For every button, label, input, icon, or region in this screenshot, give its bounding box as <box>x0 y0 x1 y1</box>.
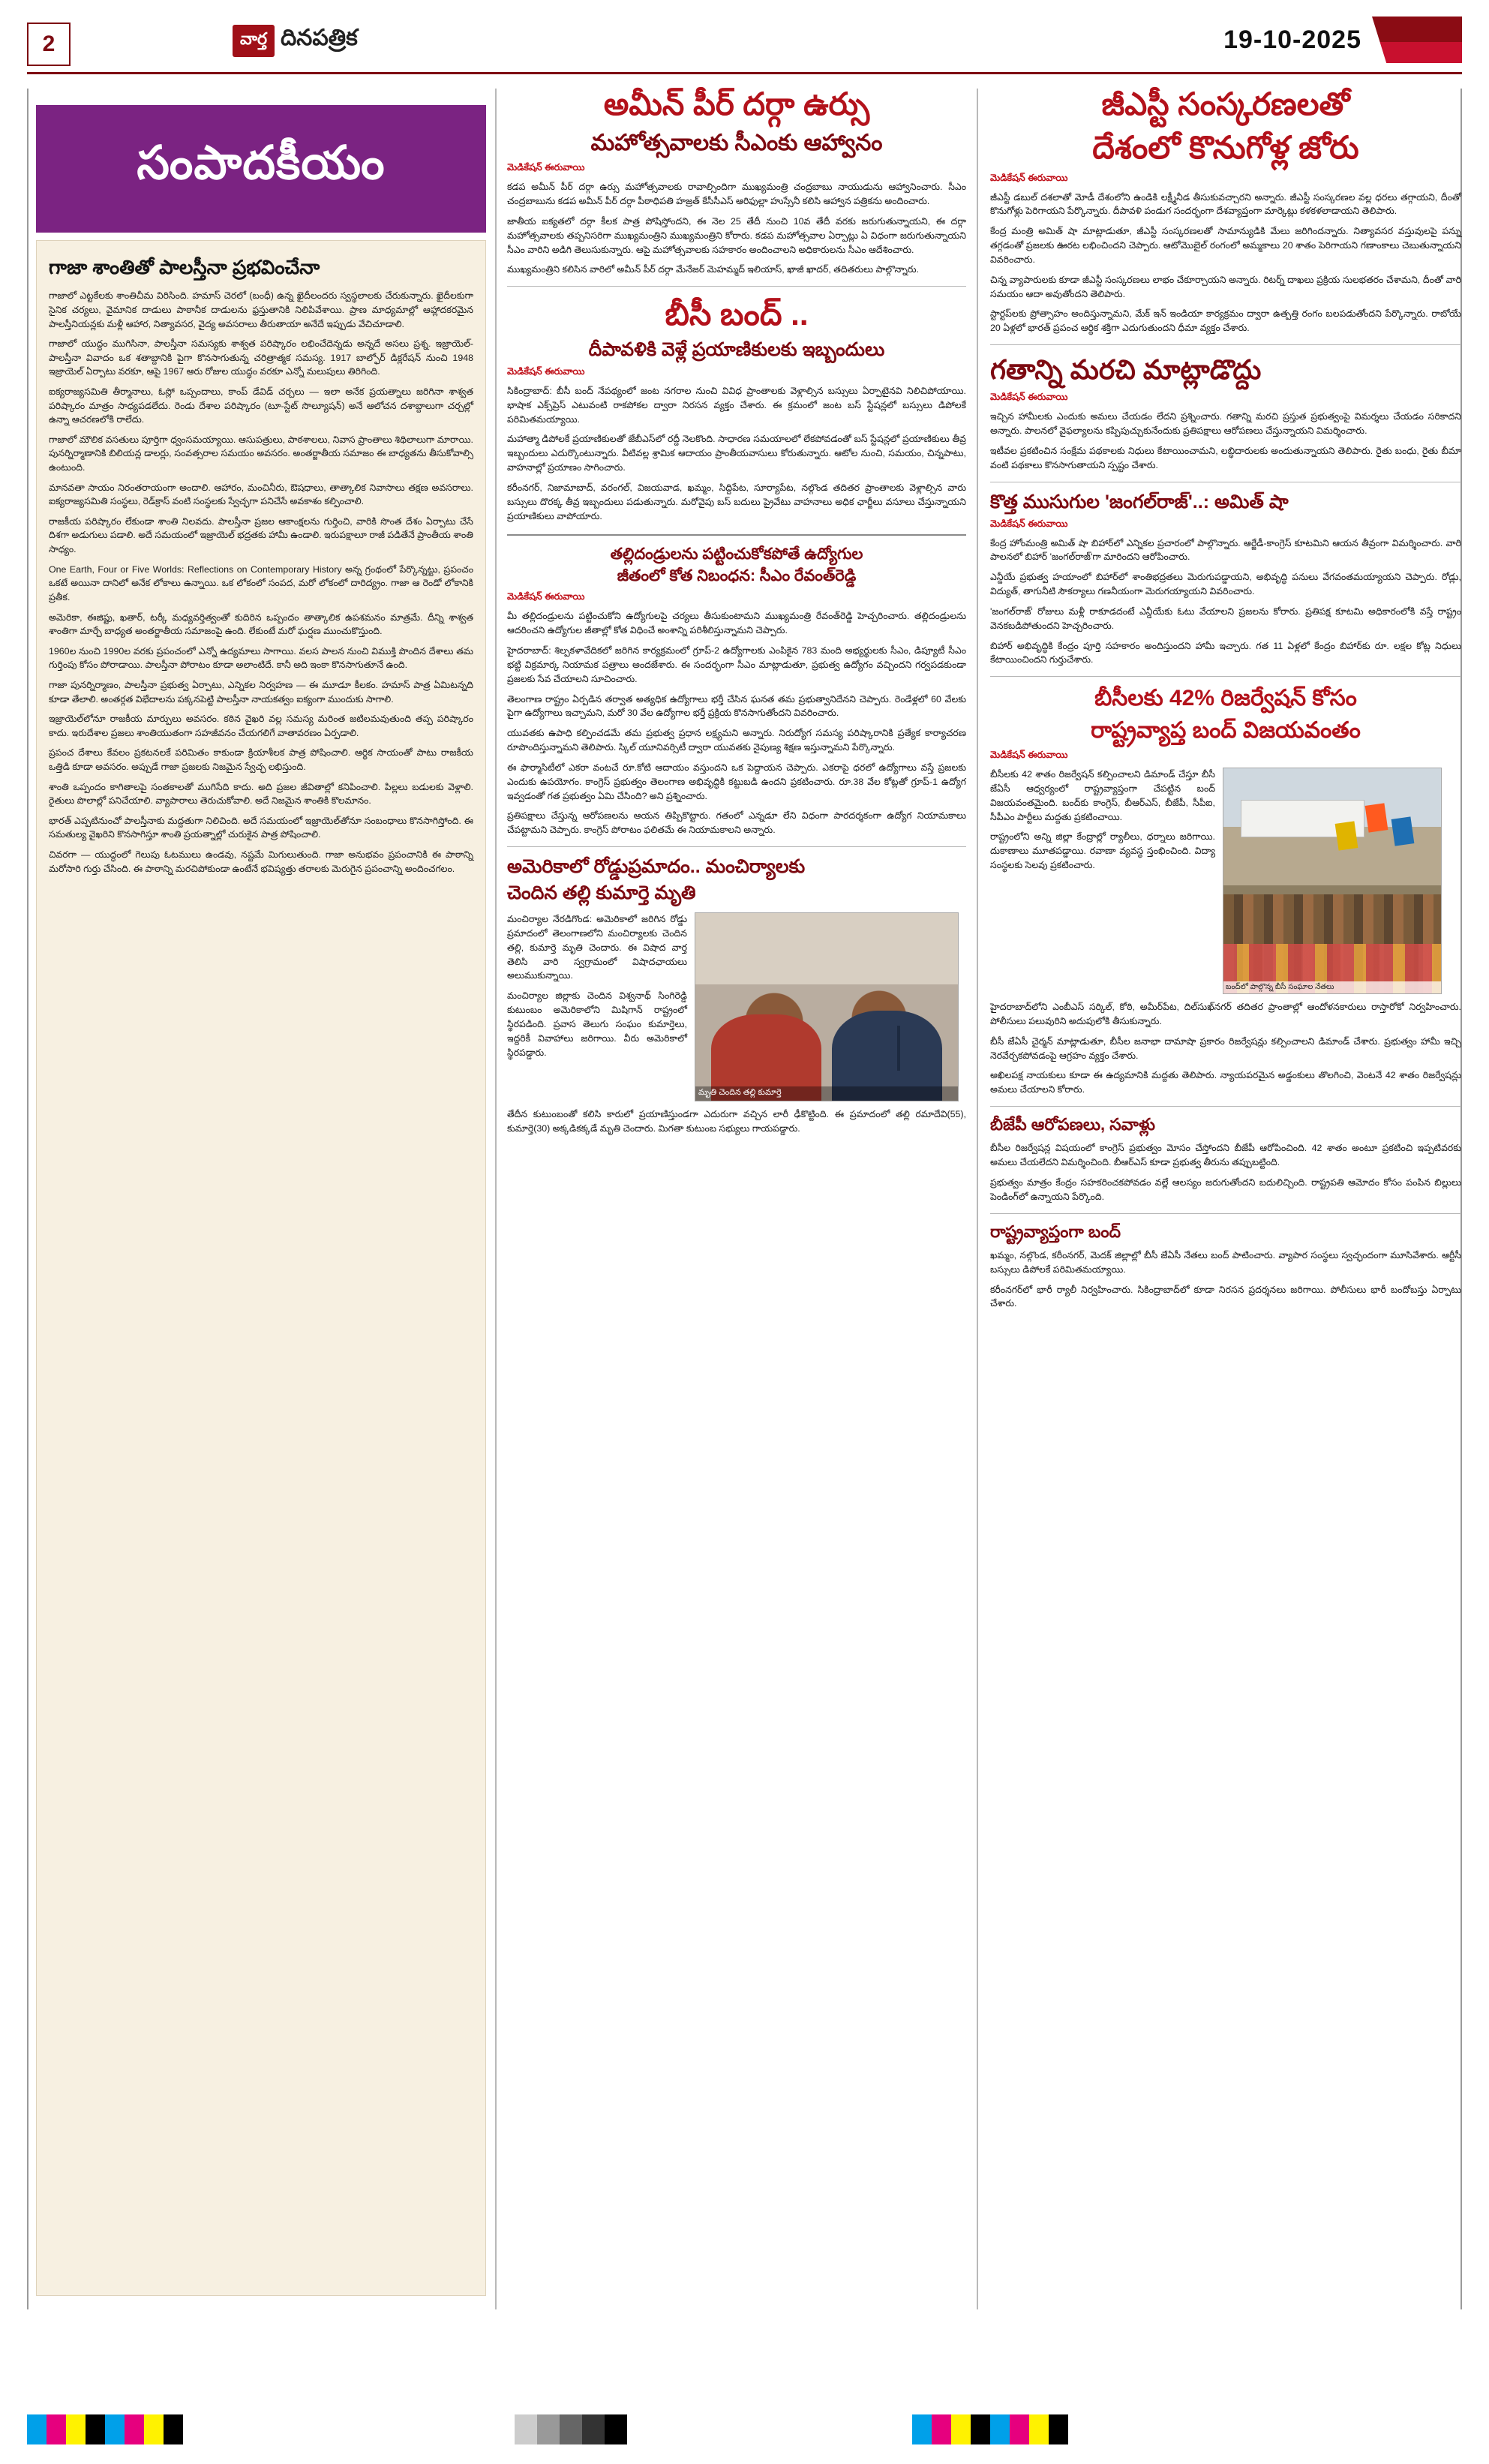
registration-swatch <box>582 2414 605 2444</box>
editorial-paragraph: ఐక్యరాజ్యసమితి తీర్మానాలు, ఓస్లో ఒప్పందాలు, కాంప్ డేవిడ్ చర్చలు — ఇలా అనేక ప్రయత్నాలు జరిగినా శాశ్వత పరిష్కారం మాత్రం సాధ్యపడలేదు. రెండు దేశాల పరిష్కారం (టూ-స్టేట్ సొల్యూషన్) అనే ఆలోచన దశాబ్దాలుగా చర్చల్లో ఉన్నా ఆచరణలోకి రాలేదు. <box>49 386 473 425</box>
paragraph: హైదరాబాద్: శిల్పకళావేదికలో జరిగిన కార్యక్రమంలో గ్రూప్-2 ఉద్యోగాలకు ఎంపికైన 783 మంది అభ్యర్థులకు సీఎం, డిప్యూటీ సీఎం భట్టి విక్రమార్క నియామక పత్రాలు అందజేశారు. ఈ సందర్భంగా సీఎం మాట్లాడుతూ, ప్రభుత్వ ఉద్యోగం వచ్చిందని గర్వపడకుండా ప్రజలకు సేవ చేయాలని సూచించారు. <box>507 645 966 684</box>
registration-swatch <box>105 2414 125 2444</box>
paragraph: కరీంనగర్, నిజామాబాద్, వరంగల్, విజయవాడ, ఖమ్మం, సిద్దిపేట, సూర్యాపేట, నల్గొండ తదితర ప్రాంతాలకు వెళ్లాల్సిన వారు బస్సులు దొరక్క తీవ్ర ఇబ్బందులు పడుతున్నారు. మరోవైపు బస్ బదులు ప్రైవేటు వాహనాలు అధిక ఛార్జీలు వసూలు చేస్తున్నాయని ప్రయాణికులు వాపోయారు. <box>507 482 966 521</box>
editorial-body <box>49 289 473 876</box>
article-body <box>990 410 1461 472</box>
editorial-paragraph: ప్రపంచ దేశాలు కేవలం ప్రకటనలకే పరిమితం కాకుండా క్రియాశీలక పాత్ర పోషించాలి. ఆర్థిక సాయంతో పాటు రాజకీయ ఒత్తిడి కూడా అవసరం. అప్పుడే గాజా ప్రజలకు నిజమైన స్వేచ్ఛ లభిస్తుంది. <box>49 747 473 772</box>
headline-line-1: బీసీలకు 42% రిజర్వేషన్ కోసం <box>1094 686 1357 711</box>
column-3 <box>990 84 1461 1317</box>
registration-swatch <box>125 2414 144 2444</box>
article-body <box>990 1141 1461 1203</box>
paragraph: యువతకు ఉపాధి కల్పించడమే తమ ప్రభుత్వ ప్రధాన లక్ష్యమని అన్నారు. నిరుద్యోగ సమస్య పరిష్కారానికి ప్రత్యేక కార్యాచరణ రూపొందిస్తున్నామని తెలిపారు. స్కిల్ యూనివర్సిటీ ద్వారా యువతకు నైపుణ్య శిక్షణ ఇస్తున్నామని పేర్కొన్నారు. <box>507 728 966 753</box>
paragraph: బిహార్ అభివృద్ధికి కేంద్రం పూర్తి సహకారం అందిస్తుందని హామీ ఇచ్చారు. గత 11 ఏళ్లలో కేంద్రం బిహార్‌కు రూ. లక్షల కోట్ల నిధులు కేటాయించిందని గుర్తుచేశారు. <box>990 640 1461 666</box>
editorial-paragraph: చివరగా — యుద్ధంలో గెలుపు ఓటములు ఉండవు, నష్టమే మిగులుతుంది. గాజా అనుభవం ప్రపంచానికి ఈ పాఠాన్ని మరోసారి గుర్తు చేసింది. ఈ పాఠాన్ని మరచిపోకుండా ఉంటేనే భవిష్యత్తు తరాలకు మెరుగైన ప్రపంచాన్ని అందించగలం. <box>49 849 473 874</box>
editorial-paragraph: గాజాలో యుద్ధం ముగిసినా, పాలస్తీనా సమస్యకు శాశ్వత పరిష్కారం లభించేదెన్నడు అన్నదే అసలు ప్రశ్న. ఇజ్రాయెల్-పాలస్తీనా వివాదం ఒక శతాబ్దానికి పైగా కొనసాగుతున్న చరిత్రాత్మక సమస్య. 1917 బాల్ఫోర్ డిక్లరేషన్ నుంచి 1948 ఇజ్రాయెల్ ఏర్పాటు వరకూ, ఆపై 1967 ఆరు రోజుల యుద్ధం వరకూ ఎన్నో మలుపులు తిరిగింది. <box>49 338 473 377</box>
divider <box>990 1213 1461 1214</box>
registration-grayscale <box>492 2414 627 2444</box>
paragraph: మంచిర్యాల జిల్లాకు చెందిన విశ్వనాథ్ సింగిరెడ్డి కుటుంబం అమెరికాలోని మిషిగాన్ రాష్ట్రంలో స్థిరపడింది. ప్రవాస తెలుగు సంఘం కుమార్తెలు, ఇద్దరికీ వివాహాలు జరిగాయి. వీరు అమెరికాలో స్థిరపడ్డారు. <box>507 990 687 1058</box>
headline: రాష్ట్రవ్యాప్తంగా బంద్ <box>990 1221 1121 1241</box>
paragraph: మహాత్మా డిపోలకే ప్రయాణికులతో జేబీఎస్‌లో రద్దీ నెలకొంది. సాధారణ సమయాలలో లేకపోవడంతో బస్ స్టేషన్లలో ప్రయాణికులు తీవ్ర ఇబ్బందులు ఎదుర్కొంటున్నారు. వీటివల్ల శ్రామిక ఆదాయం ప్రాంతీయవాసులు కోరుతున్నారు. ఆటోల నుంచి, సమయం, చిన్నపాటు, వాహనాల్లో ప్రయాణం సాగించారు. <box>507 434 966 473</box>
paragraph: చిన్న వ్యాపారులకు కూడా జీఎస్టీ సంస్కరణలు లాభం చేకూర్చాయని అన్నారు. రిటర్న్ దాఖలు ప్రక్రియ సులభతరం చేశామని, దీంతో వారి సమయం ఆదా అవుతోందని తెలిపారు. <box>990 274 1461 299</box>
registration-swatch <box>971 2414 990 2444</box>
editorial-paragraph: గాజాలో మౌలిక వసతులు పూర్తిగా ధ్వంసమయ్యాయి. ఆసుపత్రులు, పాఠశాలలు, నివాస ప్రాంతాలు శిథిలాలుగా మారాయి. పునర్నిర్మాణానికి బిలియన్ల డాలర్లు, సంవత్సరాల సమయం అవసరం. అంతర్జాతీయ సమాజం ఈ బాధ్యతను తీసుకోవాల్సి ఉంటుంది. <box>49 434 473 473</box>
editorial-paragraph: శాంతి ఒప్పందం కాగితాలపై సంతకాలతో ముగిసేది కాదు. అది ప్రజల జీవితాల్లో కనిపించాలి. పిల్లలు బడులకు వెళ్లాలి. రైతులు పొలాల్లో పనిచేయాలి. వ్యాపారాలు తెరుచుకోవాలి. అదే నిజమైన శాంతికి కొలమానం. <box>49 781 473 807</box>
article-body <box>990 536 1461 668</box>
issue-date: 19-10-2025 <box>1223 26 1361 54</box>
article-us-road-accident <box>507 855 966 1136</box>
editorial-paragraph: గాజాలో ఎట్టకేలకు శాంతిచీమ విరిసింది. హమాస్ చెరలో (బంధీ) ఉన్న ఖైదీలందరు స్వస్థలాలకు చేరుకున్నారు. ఖైదీలకుగా సైనిక చర్యలు, వైమానిక దాడులు పాఠానీక దాడులను ఫ్రస్తుతానికి నిలిపివేశాయి. ప్రాణ మాధ్యమాల్లో ఆహ్లాదకరమైన పాలస్తీనియన్లకు మళ్లీ ఆహార, నిత్యావసర, వైద్య అవసరాలు తీరుతాయా అనేదే ఇప్పుడు వేచిచూడాలి. <box>49 290 473 329</box>
headline-line-1: తల్లిదండ్రులను పట్టించుకోకపోతే ఉద్యోగుల <box>610 545 863 563</box>
headline-line-2: రాష్ట్రవ్యాప్త బంద్ విజయవంతం <box>1091 717 1361 743</box>
byline: మెడికేషన్ ఈరువాయి <box>990 392 1068 403</box>
byline: మెడికేషన్ ఈరువాయి <box>507 591 585 602</box>
registration-set-right <box>912 2414 1068 2444</box>
column-2 <box>507 84 966 1142</box>
headline-line-2: జీతంలో కోత నిబంధన: సీఎం రేవంత్‌రెడ్డి <box>617 567 857 585</box>
divider <box>990 1106 1461 1107</box>
article-body <box>507 180 966 277</box>
header-rule <box>27 72 1462 74</box>
article-body <box>507 384 966 524</box>
editorial-paragraph: భారత్ ఎప్పటినుంచో పాలస్తీనాకు మద్దతుగా నిలిచింది. అదే సమయంలో ఇజ్రాయెల్‌తోనూ సంబంధాలు కొనసాగిస్తోంది. ఈ సమతుల్య వైఖరిని కొనసాగిస్తూ శాంతి ప్రయత్నాల్లో చురుకైన పాత్ర పోషించాలి. <box>49 815 473 840</box>
article-body-continued <box>990 1000 1461 1097</box>
headline-line-2: చెందిన తల్లి కుమార్తె మృతి <box>507 882 696 904</box>
paragraph: తేదీన కుటుంబంతో కలిసి కారులో ప్రయాణిస్తుండగా ఎదురుగా వచ్చిన లారీ ఢీకొట్టింది. ఈ ప్రమాదంలో తల్లి రమాదేవి(55), కుమార్తె(30) అక్కడికక్కడే మృతి చెందారు. మిగతా కుటుంబ సభ్యులు గాయపడ్డారు. <box>507 1109 966 1134</box>
masthead-logo <box>233 20 488 62</box>
registration-swatch <box>537 2414 560 2444</box>
masthead-word: దినపత్రిక <box>281 25 358 50</box>
editorial-headline: గాజా శాంతితో పాలస్తీనా ప్రభవించేనా <box>49 256 320 278</box>
paragraph: కేంద్ర హోంమంత్రి అమిత్ షా బిహార్‌లో ఎన్నికల ప్రచారంలో పాల్గొన్నారు. ఆర్జేడీ-కాంగ్రెస్ కూటమిని ఆయన తీవ్రంగా విమర్శించారు. వారి పాలనలో బిహార్ 'జంగల్‌రాజ్'గా మారిందని ఆరోపించారు. <box>990 537 1461 563</box>
editorial-paragraph: గాజా పునర్నిర్మాణం, పాలస్తీనా ప్రభుత్వ ఏర్పాటు, ఎన్నికల నిర్వహణ — ఈ మూడూ కీలకం. హమాస్ పాత్ర ఏమిటన్నది కూడా తేలాలి. అంతర్గత విభేదాలను పక్కనపెట్టి పాలస్తీనా నాయకత్వం ఐక్యంగా ముందుకు సాగాలి. <box>49 679 473 705</box>
article-body-continued <box>507 1107 966 1136</box>
byline: మెడికేషన్ ఈరువాయి <box>507 162 585 173</box>
paragraph: బీసీ జేఏసీ చైర్మన్ మాట్లాడుతూ, బీసీల జనాభా దామాషా ప్రకారం రిజర్వేషన్లు కల్పించాలని డిమాండ్ చేశారు. ప్రభుత్వం హామీ ఇచ్చి నెరవేర్చకపోవడంపై ఆగ్రహం వ్యక్తం చేశారు. <box>990 1035 1461 1061</box>
registration-swatch <box>492 2414 515 2444</box>
paragraph: స్టార్టప్‌లకు ప్రోత్సాహం అందిస్తున్నామని, మేక్ ఇన్ ఇండియా కార్యక్రమం ద్వారా ఉత్పత్తి రంగం బలపడుతోందని పేర్కొన్నారు. రాబోయే 20 ఏళ్లలో భారత్ ప్రపంచ ఆర్థిక శక్తిగా ఎదుగుతుందని ధీమా వ్యక్తం చేశారు. <box>990 308 1461 334</box>
page-header <box>0 0 1489 78</box>
editorial-paragraph: ఇజ్రాయెల్‌లోనూ రాజకీయ మార్పులు అవసరం. కఠిన వైఖరి వల్ల సమస్య మరింత జటిలమవుతుంది తప్ప పరిష్కారం కాదు. ఇరుదేశాల ప్రజలు శాంతియుతంగా సహజీవనం చేయగలిగే వాతావరణం ఏర్పడాలి. <box>49 714 473 738</box>
registration-swatch <box>932 2414 951 2444</box>
headline-line-2: దేశంలో కొనుగోళ్ల జోరు <box>1092 129 1359 165</box>
editorial-paragraph: రాజకీయ పరిష్కారం లేకుండా శాంతి నిలవదు. పాలస్తీనా ప్రజల ఆకాంక్షలను గుర్తించి, వారికి సొంత దేశం ఏర్పాటు చేసే దిశగా అడుగులు పడాలి. అదే సమయంలో ఇజ్రాయెల్ భద్రతకు హామీ ఉండాలి. ఇరుపక్షాలూ రాజీ పడితేనే ప్రాంతీయ శాంతి సాధ్యం. <box>49 515 473 555</box>
article-body <box>990 191 1461 336</box>
registration-swatch <box>27 2414 47 2444</box>
article-bc-reservation-bandh <box>990 684 1461 1097</box>
registration-swatch <box>47 2414 66 2444</box>
registration-swatch <box>951 2414 971 2444</box>
paragraph: అఖిలపక్ష నాయకులు కూడా ఈ ఉద్యమానికి మద్దతు తెలిపారు. న్యాయపరమైన అడ్డంకులు తొలగించి, వెంటనే 42 శాతం రిజర్వేషన్లు అమలు చేయాలని కోరారు. <box>990 1070 1461 1095</box>
headline-line-1: అమీన్ పీర్ దర్గా ఉర్సు <box>603 86 870 122</box>
paragraph: జాతీయ ఐక్యతలో దర్గా కీలక పాత్ర పోషిస్తోందని, ఈ నెల 25 తేదీ నుంచి 10వ తేదీ వరకు జరుగుతున్నాయని, ఈ దర్గా మహోత్సవాలకు తప్పనిసరిగా ముఖ్యమంత్రిని ముఖ్యమంత్రిని కోరారు. కడప మహోత్సవాల ఏర్పాట్లు ఏ విధంగా జరుగుతున్నాయని సీఎం వారిని అడిగి తెలుసుకున్నారు. ఆపై మహోత్సవాలకు సహకారం అందించాలని అధికారులను సీఎం ఆదేశించారు. <box>507 215 966 255</box>
article-cm-revanth-parents <box>507 545 966 838</box>
paragraph: ప్రభుత్వం మాత్రం కేంద్రం సహకరించకపోవడం వల్లే ఆలస్యం జరుగుతోందని బదులిచ్చింది. రాష్ట్రపతి ఆమోదం కోసం పంపిన బిల్లులు పెండింగ్‌లో ఉన్నాయని పేర్కొంది. <box>990 1176 1461 1202</box>
left-border-rule <box>27 89 29 2309</box>
paragraph: బీసీలకు 42 శాతం రిజర్వేషన్ కల్పించాలని డిమాండ్ చేస్తూ బీసీ జేఏసీ ఆధ్వర్యంలో రాష్ట్రవ్యాప్తంగా చేపట్టిన బంద్ విజయవంతమైంది. బంద్‌కు కాంగ్రెస్, బీఆర్ఎస్, బీజేపీ, సీపీఐ, సీపీఎం పార్టీలు మద్దతు ప్రకటించాయి. <box>990 769 1215 822</box>
registration-swatch <box>912 2414 932 2444</box>
protest-flag <box>1391 816 1415 846</box>
article-bjp-allegations <box>990 1114 1461 1204</box>
photo-caption: బంద్‌లో పాల్గొన్న బీసీ సంఘాల నేతలు <box>1223 981 1441 993</box>
divider <box>507 846 966 847</box>
editorial-paragraph: అమెరికా, ఈజిప్టు, ఖతార్, టర్కీ మధ్యవర్తిత్వంతో కుదిరిన ఒప్పందం తాత్కాలిక ఉపశమనం మాత్రమే. దీన్ని శాశ్వత శాంతిగా మార్చే బాధ్యత అంతర్జాతీయ సమాజంపై ఉంది. లేకుంటే మరో ఘర్షణ ముంచుకొస్తుంది. <box>49 611 473 637</box>
byline: మెడికేషన్ ఈరువాయి <box>507 365 585 377</box>
article-body <box>990 768 1215 994</box>
article-body <box>990 1249 1461 1311</box>
article-statewide-bandh <box>990 1221 1461 1312</box>
registration-swatch <box>515 2414 537 2444</box>
paragraph: రాష్ట్రంలోని అన్ని జిల్లా కేంద్రాల్లో ర్యాలీలు, ధర్నాలు జరిగాయి. దుకాణాలు మూతపడ్డాయి. రవాణా వ్యవస్థ స్తంభించింది. విద్యా సంస్థలకు సెలవు ప్రకటించారు. <box>990 831 1215 871</box>
registration-set-left <box>27 2414 183 2444</box>
registration-swatch <box>990 2414 1010 2444</box>
paragraph: జీఎస్టీ డబుల్ దశలాతో మోడీ దేశంలోని ఉండికి లక్ష్మీనీడ తీసుకువచ్చారని అన్నారు. జీఎస్టీ సంస్కరణల వల్ల ధరలు తగ్గాయని, దీంతో కొనుగోళ్లు పెరిగాయని పేర్కొన్నారు. దీపావళి పండుగ సందర్భంగా దేశవ్యాప్తంగా మార్కెట్లు కళకళలాడాయని తెలిపారు. <box>990 191 1461 217</box>
divider <box>507 286 966 287</box>
paragraph: ఈ ఫార్మాసిటీలో ఎకరా వంటచే రూ.కోటి ఆదాయం వస్తుందని ఒక పెద్దాయన చెప్పారు. ఎకరాపై ధరలో ఉద్యోగాలు వస్తే ప్రజలకు ఎందుకు ఉపయోగం. కాంగ్రెస్ ప్రభుత్వం తెలంగాణ అభివృద్ధికి కట్టుబడి ఉందని ప్రకటించారు. రూ.38 వేల కోట్లతో గ్రూప్-1 ఉద్యోగ ఇవ్వడంతో గత ప్రభుత్వం ఏమి చేసింది? అని ప్రశ్నించారు. <box>507 762 966 801</box>
paragraph: సికింద్రాబాద్: బీసీ బంద్ నేపథ్యంలో జంట నగరాల నుంచి వివిధ ప్రాంతాలకు వెళ్లాల్సిన బస్సులు ఏర్పాటైనవి నిలిచిపోయాయి. భాషాక ఎక్స్‌ప్రెస్ ఎటువంటి రాకపోకల ద్వారా నిరసన వ్యక్తం చేశారు. ఈ క్రమంలో జంట బస్ స్టేషన్లలో బస్సులు డిపోలకే పరిమితమయ్యాయి. <box>507 385 966 425</box>
paragraph: ప్రతిపక్షాలు చేస్తున్న ఆరోపణలను ఆయన తిప్పికొట్టారు. గతంలో ఎన్నడూ లేని విధంగా పారదర్శకంగా ఉద్యోగ నియామకాలు చేపట్టామని చెప్పారు. కాంగ్రెస్ పోరాటం ఫలితమే ఈ నియామకాలని అన్నారు. <box>507 810 966 836</box>
paragraph: కరీంనగర్‌లో భారీ ర్యాలీ నిర్వహించారు. సికింద్రాబాద్‌లో కూడా నిరసన ప్రదర్శనలు జరిగాయి. పోలీసులు భారీ బందోబస్తు ఏర్పాటు చేశారు. <box>990 1284 1461 1309</box>
paragraph: 'జంగల్‌రాజ్' రోజులు మళ్లీ రాకూడదంటే ఎన్డీయేకు ఓటు వేయాలని ప్రజలను కోరారు. ప్రతిపక్ష కూటమి అధికారంలోకి వస్తే రాష్ట్రం వెనకబడిపోతుందని హెచ్చరించారు. <box>990 605 1461 631</box>
editorial-banner <box>36 105 486 233</box>
flag-corner-decoration <box>1372 17 1462 63</box>
registration-swatch <box>605 2414 627 2444</box>
editorial-paragraph: మానవతా సాయం నిరంతరాయంగా అందాలి. ఆహారం, మంచినీరు, ఔషధాలు, తాత్కాలిక నివాసాలు తక్షణ అవసరాలు. ఐక్యరాజ్యసమితి సంస్థలు, రెడ్‌క్రాస్ వంటి సంస్థలకు స్వేచ్ఛగా పనిచేసే అవకాశం కల్పించాలి. <box>49 482 473 507</box>
masthead-badge: వార్త <box>233 25 275 57</box>
paragraph: మంచిర్యాల నేరడిగొండ: అమెరికాలో జరిగిన రోడ్డు ప్రమాదంలో తెలంగాణలోని మంచిర్యాలకు చెందిన తల్లి, కుమార్తె మృతి చెందారు. ఈ విషాద వార్త తెలిసి వారి స్వగ్రామంలో విషాదఛాయలు అలుముకున్నాయి. <box>507 914 687 981</box>
article-body <box>507 912 687 1101</box>
paragraph: ముఖ్యమంత్రిని కలిసిన వారిలో అమీన్ పీర్ దర్గా మేనేజర్ మెహమ్మద్ ఇలియాస్, ఖాజీ ఖాదర్, తదితరులు పాల్గొన్నారు. <box>507 264 919 275</box>
byline: మెడికేషన్ ఈరువాయి <box>990 172 1068 183</box>
divider <box>990 676 1461 677</box>
paragraph: ఇచ్చిన హామీలకు ఎందుకు అమలు చేయడం లేదని ప్రశ్నించారు. గతాన్ని మరచి ప్రస్తుత ప్రభుత్వంపై విమర్శలు చేయడం సరికాదని అన్నారు. పాలనలో వైఫల్యాలను కప్పిపుచ్చుకునేందుకు ప్రతిపక్షాలు ఆరోపణలు చేస్తున్నాయని విమర్శించారు. <box>990 411 1461 437</box>
registration-swatch <box>1029 2414 1049 2444</box>
registration-swatch <box>164 2414 183 2444</box>
headline-line-1: జీఎస్టీ సంస్కరణలతో <box>1101 86 1350 122</box>
photo-caption: మృతి చెందిన తల్లి కుమార్తె <box>695 1086 958 1101</box>
article-amit-shah-jungleraj <box>990 490 1461 668</box>
article-amin-peer-darga <box>507 84 966 277</box>
editorial-banner-title: సంపాదకీయం <box>137 137 386 189</box>
byline: మెడికేషన్ ఈరువాయి <box>990 750 1068 761</box>
column-separator-1 <box>495 89 497 2309</box>
paragraph: కేంద్ర మంత్రి అమిత్ షా మాట్లాడుతూ, జీఎస్టీ సంస్కరణలతో సామాన్యుడికి మేలు జరిగిందన్నారు. నిత్యావసర వస్తువులపై పన్ను తగ్గడంతో ప్రజలకు ఊరట లభించిందని చెప్పారు. ఆటోమొబైల్ రంగంలో అమ్మకాలు 20 శాతం పెరిగాయని గణాంకాలు చెబుతున్నాయని వివరించారు. <box>990 226 1461 265</box>
paragraph: ఖమ్మం, నల్గొండ, కరీంనగర్, మెదక్ జిల్లాల్లో బీసీ జేఏసీ నేతలు బంద్ పాటించారు. వ్యాపార సంస్థలు స్వచ్ఛందంగా మూసివేశారు. ఆర్టీసీ బస్సులు డిపోలకే పరిమితమయ్యాయి. <box>990 1249 1461 1275</box>
divider <box>990 344 1461 345</box>
registration-swatch <box>86 2414 105 2444</box>
protest-flag <box>1365 803 1388 832</box>
registration-swatch <box>1049 2414 1068 2444</box>
editorial-article <box>36 240 486 2296</box>
paragraph: ఎన్డీయే ప్రభుత్వ హయాంలో బిహార్‌లో శాంతిభద్రతలు మెరుగుపడ్డాయని, అభివృద్ధి పనులు వేగవంతమయ్యాయని చెప్పారు. రోడ్లు, విద్యుత్, తాగునీటి సౌకర్యాలు గణనీయంగా మెరుగయ్యాయని వివరించారు. <box>990 572 1461 597</box>
protest-flag <box>1334 821 1358 850</box>
article-body <box>507 609 966 837</box>
article-do-not-forget-past <box>990 353 1461 472</box>
color-registration-bars <box>27 2414 1462 2444</box>
editorial-paragraph: One Earth, Four or Five Worlds: Reflections on Contemporary History అన్న గ్రంథంలో పేర్కొన్నట్టు, ప్రపంచం ఒకటే అయినా దానిలో అనేక లోకాలు ఉన్నాయి. ఒక లోకంలో సంపద, మరో లోకంలో దారిద్య్రం. గాజా ఆ రెండో లోకానికి ప్రతీక. <box>49 563 473 602</box>
paragraph: బీసీల రిజర్వేషన్ల విషయంలో కాంగ్రెస్ ప్రభుత్వం మోసం చేస్తోందని బీజేపీ ఆరోపించింది. 42 శాతం అంటూ ప్రకటించి ఇప్పటివరకు అమలు చేయలేదని విమర్శించింది. బీఆర్ఎస్ కూడా ప్రభుత్వ తీరును తప్పుబట్టింది. <box>990 1143 1461 1168</box>
registration-swatch <box>66 2414 86 2444</box>
headline-line-2: దీపావళికి వెళ్లే ప్రయాణికులకు ఇబ్బందులు <box>588 338 885 360</box>
headline-line-1: బీసీ బంద్ .. <box>665 296 809 332</box>
headline: కొత్త ముసుగుల 'జంగల్‌రాజ్'..: అమిత్ షా <box>990 491 1289 512</box>
registration-swatch <box>144 2414 164 2444</box>
byline: మెడికేషన్ ఈరువాయి <box>990 518 1068 529</box>
headline: బీజేపీ ఆరోపణలు, సవాళ్లు <box>990 1115 1155 1134</box>
column-separator-2 <box>977 89 978 2309</box>
paragraph: హైదరాబాద్‌లోని ఎంబీఎస్ సర్కిల్, కోఠి, అమీర్‌పేట, దిల్‌సుఖ్‌నగర్ తదితర ప్రాంతాల్లో ఆందోళనకారులు రాస్తారోకో నిర్వహించారు. పోలీసులు పలువురిని అదుపులోకి తీసుకున్నారు. <box>990 1002 1461 1026</box>
paragraph: ఇటీవల ప్రకటించిన సంక్షేమ పథకాలకు నిధులు కేటాయించామని, లబ్ధిదారులకు అందుతున్నాయని తెలిపారు. రైతు బంధు, రైతు బీమా వంటి పథకాలు కొనసాగుతాయని స్పష్టం చేశారు. <box>990 445 1461 470</box>
page-number: 2 <box>27 23 71 66</box>
divider <box>507 534 966 536</box>
registration-swatch <box>560 2414 582 2444</box>
registration-swatch <box>1010 2414 1029 2444</box>
paragraph: కడప అమీన్ పీర్ దర్గా ఉర్సు మహోత్సవాలకు రావాల్సిందిగా ముఖ్యమంత్రి చంద్రబాబు నాయుడును ఆహ్వానించారు. సీఎం చంద్రబాబును కడప అమీన్ పీర్ దర్గా పీఠాధిపతి హజ్రత్ కేసీసీఎస్ ఆరిఫుల్లా హుస్సేనీ కలిసి ఆహ్వాన పత్రికను అందించారు. <box>507 182 966 206</box>
headline-line-2: మహోత్సవాలకు సీఎంకు ఆహ్వానం <box>590 130 883 155</box>
article-bc-bandh <box>507 294 966 523</box>
paragraph: తెలంగాణ రాష్ట్రం ఏర్పడిన తర్వాత అత్యధిక ఉద్యోగాలు భర్తీ చేసిన ఘనత తమ ప్రభుత్వానిదేనని చెప్పారు. రెండేళ్లలో 60 వేలకు పైగా ఉద్యోగాలు ఇచ్చామని, మరో 30 వేల ఉద్యోగాల భర్తీ ప్రక్రియ కొనసాగుతోందని వివరించారు. <box>507 693 966 719</box>
article-gst-reforms <box>990 84 1461 335</box>
photo-lanyard <box>897 1026 900 1071</box>
headline: గతాన్ని మరచి మాట్లాడొద్దు <box>990 354 1262 386</box>
photo-mother-daughter <box>695 912 959 1101</box>
editorial-paragraph: 1960ల నుంచి 1990ల వరకు ప్రపంచంలో ఎన్నో ఉద్యమాలు సాగాయి. వలస పాలన నుంచి విముక్తి పొందిన దేశాలు తమ గుర్తింపు కోసం పోరాడాయి. పాలస్తీనా పోరాటం కూడా అలాంటిదే. కానీ అది ఇంకా కొనసాగుతూనే ఉంది. <box>49 645 473 671</box>
headline-line-1: అమెరికాలో రోడ్డుప్రమాదం.. మంచిర్యాలకు <box>507 856 806 878</box>
photo-bandh-protest <box>1223 768 1442 994</box>
paragraph: మీ తల్లిదండ్రులను పట్టించుకోని ఉద్యోగులపై చర్యలు తీసుకుంటామని ముఖ్యమంత్రి రేవంత్‌రెడ్డి హెచ్చరించారు. తల్లిదండ్రులను ఆదరించని ఉద్యోగుల జీతాల్లో కోత విధించే అంశాన్ని పరిశీలిస్తున్నామని చెప్పారు. <box>507 611 966 636</box>
